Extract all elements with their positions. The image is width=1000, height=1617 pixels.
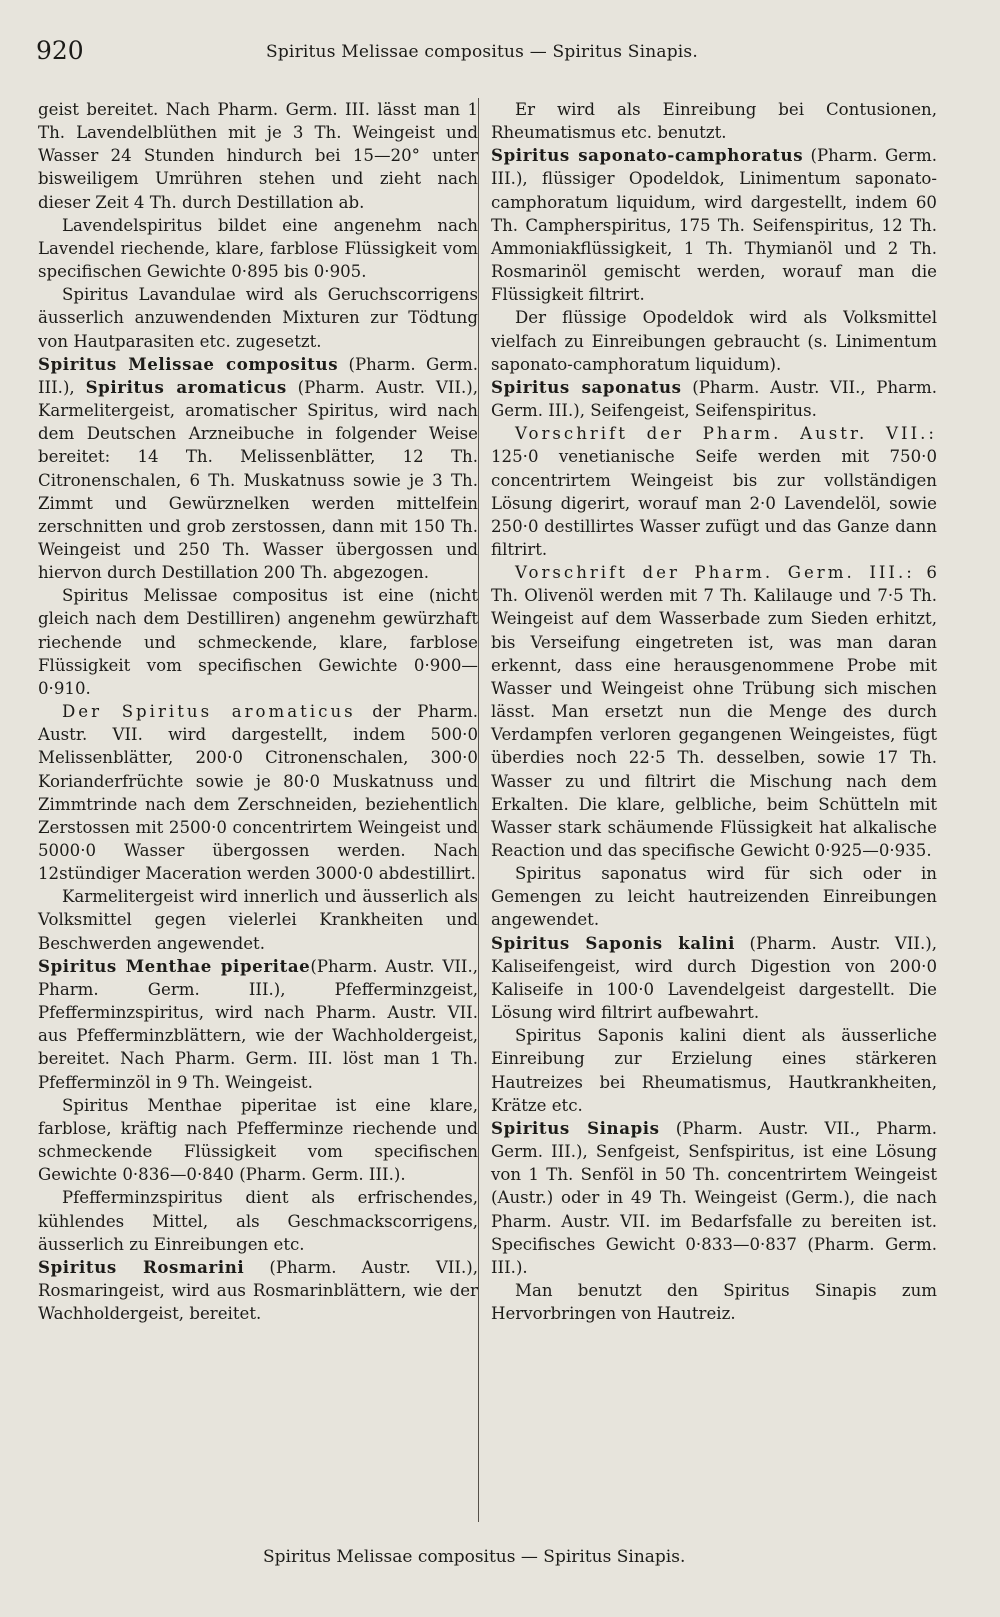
entry-text: (Pharm. Austr. VII.), Karmelitergeist, aromatischer Spiritus, wird nach dem Deutschen Arzneibuche in folgender Weise bereitet: 14 Th. Melissenblätter, 12 Th. Citronenschalen, 6 Th. Muskatnuss sowie je 3 Th. Zimmt und Gewürznelken werden mittelfein zerschnitten und grob zerstossen, dann mit 150 Th. Weingeist und 250 Th. Wasser übergossen und hiervon durch Destillation 200 Th. abgezogen. [38, 377, 478, 583]
paragraph [38, 700, 478, 885]
entry-text: (Pharm. Austr. VII.), Kaliseifengeist, wird durch Digestion von 200·0 Kaliseife in 100·0 Lavendelgeist dargestellt. Die Lösung wird filtrirt aufbewahrt. [491, 933, 938, 1023]
entry-headword: Spiritus saponato-camphoratus [491, 145, 804, 166]
entry-text: (Pharm. Austr. VII., Pharm. Germ. III.), Seifengeist, Seifenspiritus. [491, 377, 937, 421]
running-head: Spiritus Melissae compositus — Spiritus Sinapis. [266, 42, 698, 62]
paragraph: Spiritus Saponis kalini dient als äusserliche Einreibung zur Erzielung eines stärkeren Hautreizes bei Rheumatismus, Hautkrankheiten, Krätze etc. [491, 1026, 937, 1115]
paragraph: Spiritus saponatus wird für sich oder in Gemengen zu leicht hautreizenden Einreibungen angewendet. [491, 864, 937, 930]
paragraph [491, 561, 937, 862]
entry-spiritus-menthae [38, 955, 478, 1094]
entry-headword: Spiritus Rosmarini [38, 1256, 245, 1277]
paragraph-text: der Pharm. Austr. VII. wird dargestellt, indem 500·0 Melissenblätter, 200·0 Citronenschalen, 300·0 Korianderfrüchte sowie je 80·0 Muskatnuss und Zimmtrinde nach dem Zerschneiden, beziehentlich Zerstossen mit 2500·0 concentrirtem Weingeist und 5000·0 Wasser übergossen werden. Nach 12stündiger Maceration werden 3000·0 abdestillirt. [38, 702, 478, 884]
paragraph-text: 125·0 venetianische Seife werden mit 750·0 concentrirtem Weingeist bis zur vollständigen Lösung digerirt, worauf man 2·0 Lavendelöl, sowie 250·0 destillirtes Wasser zufügt und das Ganze dann filtrirt. [491, 447, 937, 559]
entry-headword: Spiritus saponatus [491, 376, 682, 397]
entry-headword: Spiritus Menthae piperitae [38, 955, 311, 976]
paragraph: Er wird als Einreibung bei Contusionen, Rheumatismus etc. benutzt. [491, 100, 937, 143]
left-column [38, 98, 478, 1325]
paragraph-text: 6 Th. Olivenöl werden mit 7 Th. Kalilauge und 7·5 Th. Weingeist auf dem Wasserbade zum Sieden erhitzt, bis Verseifung eingetreten ist, was man daran erkennt, dass eine herausgenommene Probe mit Wasser und Weingeist ohne Trübung sich mischen lässt. Man ersetzt nun die Menge des durch Verdampfen verloren gegangenen Weingeistes, fügt überdies noch 22·5 Th. desselben, sowie 17 Th. Wasser zu und filtrirt die Mischung nach dem Erkalten. Die klare, gelbliche, beim Schütteln mit Wasser stark schäumende Flüssigkeit hat alkalische Reaction und das specifische Gewicht 0·925—0·935. [491, 563, 937, 860]
paragraph: Karmelitergeist wird innerlich und äusserlich als Volksmittel gegen vielerlei Krankheiten und Beschwerden angewendet. [38, 887, 478, 953]
entry-headword: Spiritus Saponis kalini [491, 932, 736, 953]
entry-headword: Spiritus aromaticus [85, 376, 287, 397]
entry-text: (Pharm. Austr. VII., Pharm. Germ. III.), Pfefferminzgeist, Pfefferminzspiritus, wird nach Pharm. Austr. VII. aus Pfefferminzblättern, wie der Wachholdergeist, bereitet. Nach Pharm. Germ. III. löst man 1 Th. Pfefferminzöl in 9 Th. Weingeist. [38, 956, 478, 1092]
paragraph: Spiritus Lavandulae wird als Geruchscorrigens äusserlich anzuwendenden Mixturen zur Tödtung von Hautparasiten etc. zugesetzt. [38, 285, 478, 351]
entry-spiritus-rosmarini [38, 1256, 478, 1325]
spaced-text: Der Spiritus aromaticus [62, 702, 356, 722]
spaced-text: Vorschrift der Pharm. Austr. VII.: [515, 424, 937, 444]
entry-text: (Pharm. Austr. VII.), Rosmaringeist, wird aus Rosmarinblättern, wie der Wachholdergeist, bereitet. [38, 1257, 478, 1324]
entry-headword: Spiritus Melissae compositus [38, 353, 339, 374]
paragraph: Spiritus Menthae piperitae ist eine klare, farblose, kräftig nach Pfefferminze riechende und schmeckende Flüssigkeit vom specifischen Gewichte 0·836—0·840 (Pharm. Germ. III.). [38, 1095, 478, 1185]
page-footer: Spiritus Melissae compositus — Spiritus Sinapis. [263, 1547, 686, 1567]
entry-text: (Pharm. Germ. III.), flüssiger Opodeldok, Linimentum saponato-camphoratum liquidum, wird dargestellt, indem 60 Th. Campherspiritus, 175 Th. Seifenspiritus, 12 Th. Ammoniakflüssigkeit, 1 Th. Thymianöl und 2 Th. Rosmarinöl gemischt werden, worauf man die Flüssigkeit filtrirt. [491, 146, 937, 305]
paragraph: Pfefferminzspiritus dient als erfrischendes, kühlendes Mittel, als Geschmackscorrigens, äusserlich zu Einreibungen etc. [38, 1188, 478, 1254]
right-column [491, 98, 937, 1325]
spaced-text: Vorschrift der Pharm. Germ. III.: [515, 563, 915, 583]
paragraph [491, 422, 937, 561]
entry-headword: Spiritus Sinapis [491, 1117, 660, 1138]
paragraph: geist bereitet. Nach Pharm. Germ. III. lässt man 1 Th. Lavendelblüthen mit je 3 Th. Weingeist und Wasser 24 Stunden hindurch bei 15—20° unter bisweiligem Umrühren stehen und zieht nach dieser Zeit 4 Th. durch Destillation ab. [38, 100, 478, 212]
paragraph: Spiritus Melissae compositus ist eine (nicht gleich nach dem Destilliren) angenehm gewürzhaft riechende und schmeckende, klare, farblose Flüssigkeit vom specifischen Gewichte 0·900—0·910. [38, 586, 478, 698]
paragraph: Man benutzt den Spiritus Sinapis zum Hervorbringen von Hautreiz. [491, 1280, 937, 1324]
page-number: 920 [36, 36, 84, 65]
entry-text: (Pharm. Austr. VII., Pharm. Germ. III.), Senfgeist, Senfspiritus, ist eine Lösung von 1 Th. Senföl in 50 Th. concentrirtem Weingeist (Austr.) oder in 49 Th. Weingeist (Germ.), die nach Pharm. Austr. VII. im Bedarfsfalle zu bereiten ist. Specifisches Gewicht 0·833—0·837 (Pharm. Germ. III.). [491, 1118, 937, 1277]
entry-spiritus-saponato-camphoratus [491, 144, 937, 306]
entry-spiritus-sinapis [491, 1117, 937, 1279]
entry-text: (Pharm. Germ. III.), [38, 354, 478, 397]
paragraph: Lavendelspiritus bildet eine angenehm nach Lavendel riechende, klare, farblose Flüssigkeit vom specifischen Gewichte 0·895 bis 0·905. [38, 215, 478, 282]
entry-spiritus-saponis-kalini [491, 932, 937, 1025]
column-divider [478, 98, 479, 1522]
paragraph: Der flüssige Opodeldok wird als Volksmittel vielfach zu Einreibungen gebraucht (s. Linimentum saponato-camphoratum liquidum). [491, 308, 937, 374]
entry-spiritus-saponatus [491, 376, 937, 422]
entry-spiritus-melissae [38, 353, 478, 585]
